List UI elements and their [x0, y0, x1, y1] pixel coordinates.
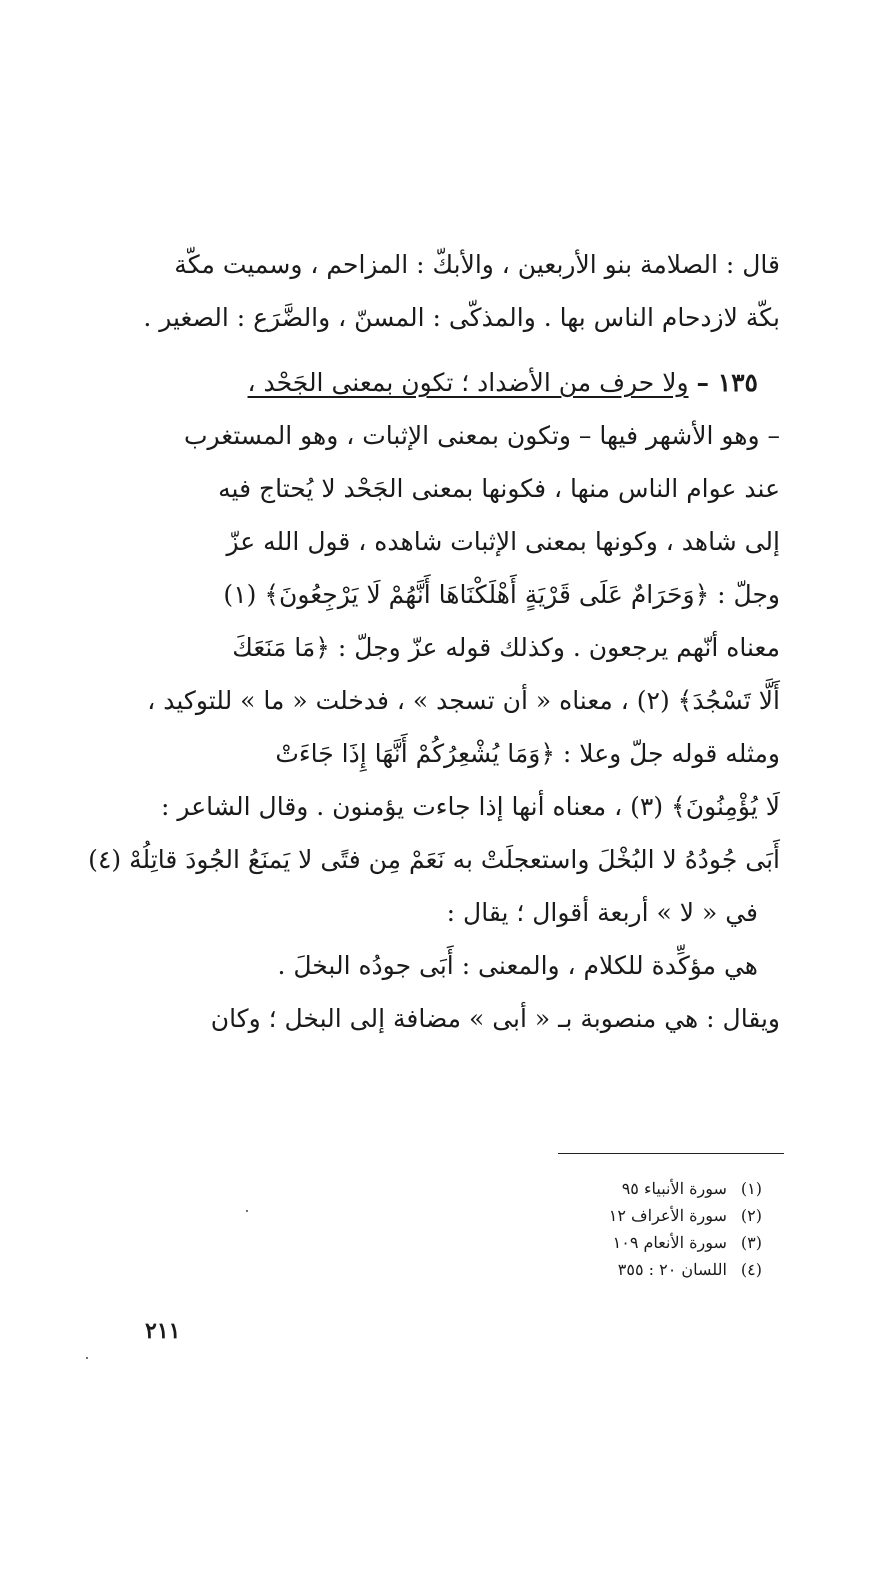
footnote-number: (٢)	[740, 1206, 762, 1225]
text-line: هي مؤكِّدة للكلام ، والمعنى : أَبَى جودُه البخلَ .	[277, 951, 758, 980]
footnote-item	[502, 1202, 762, 1229]
footnote-item	[502, 1229, 762, 1256]
entry-heading-line	[104, 356, 780, 409]
text-line: إلى شاهد ، وكونها بمعنى الإثبات شاهده ، قول الله عزّ	[226, 527, 780, 556]
footnote-divider	[558, 1153, 784, 1154]
text-line: معناه أنّهم يرجعون . وكذلك قوله عزّ وجلّ : ﴿مَا مَنَعَكَ	[232, 633, 780, 662]
entry-number: ١٣٥ –	[696, 368, 758, 397]
footnote-text: اللسان ٢٠ : ٣٥٥	[617, 1260, 727, 1279]
footnote-text: سورة الأنعام ١٠٩	[612, 1233, 727, 1252]
text-line: قال : الصلامة بنو الأربعين ، والأبكّ : المزاحم ، وسميت مكّة	[174, 250, 780, 279]
scan-speck	[86, 1357, 88, 1359]
footnotes	[502, 1175, 762, 1283]
main-text	[88, 238, 780, 1045]
text-line: لَا يُؤْمِنُونَ﴾ (٣) ، معناه أنها إذا جاءت يؤمنون . وقال الشاعر :	[161, 792, 780, 821]
text-line: عند عوام الناس منها ، فكونها بمعنى الجَحْد لا يُحتاج فيه	[218, 474, 780, 503]
scan-speck	[246, 1210, 248, 1212]
footnote-number: (٣)	[740, 1233, 762, 1252]
footnote-item	[502, 1256, 762, 1283]
poem-verse: أَبَى جُودُهُ لا البُخْلَ واستعجلَتْ به نَعَمْ مِن فتًى لا يَمنَعُ الجُودَ قاتِلُهْ (٤)	[88, 845, 780, 874]
text-line: أَلَّا تَسْجُدَ﴾ (٢) ، معناه « أن تسجد » ، فدخلت « ما » للتوكيد ،	[147, 686, 780, 715]
footnote-text: سورة الأعراف ١٢	[608, 1206, 727, 1225]
footnote-text: سورة الأنبياء ٩٥	[621, 1179, 727, 1198]
text-line: ومثله قوله جلّ وعلا : ﴿وَمَا يُشْعِرُكُمْ أَنَّهَا إِذَا جَاءَتْ	[275, 739, 780, 768]
footnote-item	[502, 1175, 762, 1202]
footnote-number: (١)	[740, 1179, 762, 1198]
text-line: بكّة لازدحام الناس بها . والمذكّى : المسنّ ، والضَّرَع : الصغير .	[143, 303, 780, 332]
page-number: ٢١١	[145, 1318, 181, 1344]
text-line: في « لا » أربعة أقوال ؛ يقال :	[446, 898, 758, 927]
text-line: ولا حرف من الأضداد ؛ تكون بمعنى الجَحْد ،	[247, 368, 689, 397]
footnote-number: (٤)	[740, 1260, 762, 1279]
text-line: – وهو الأشهر فيها – وتكون بمعنى الإثبات ، وهو المستغرب	[183, 421, 780, 450]
text-line: وجلّ : ﴿وَحَرَامٌ عَلَى قَرْيَةٍ أَهْلَكْنَاهَا أَنَّهُمْ لَا يَرْجِعُونَ﴾ (١)	[223, 580, 780, 609]
text-line: ويقال : هي منصوبة بـ « أبى » مضافة إلى البخل ؛ وكان	[210, 1004, 780, 1033]
